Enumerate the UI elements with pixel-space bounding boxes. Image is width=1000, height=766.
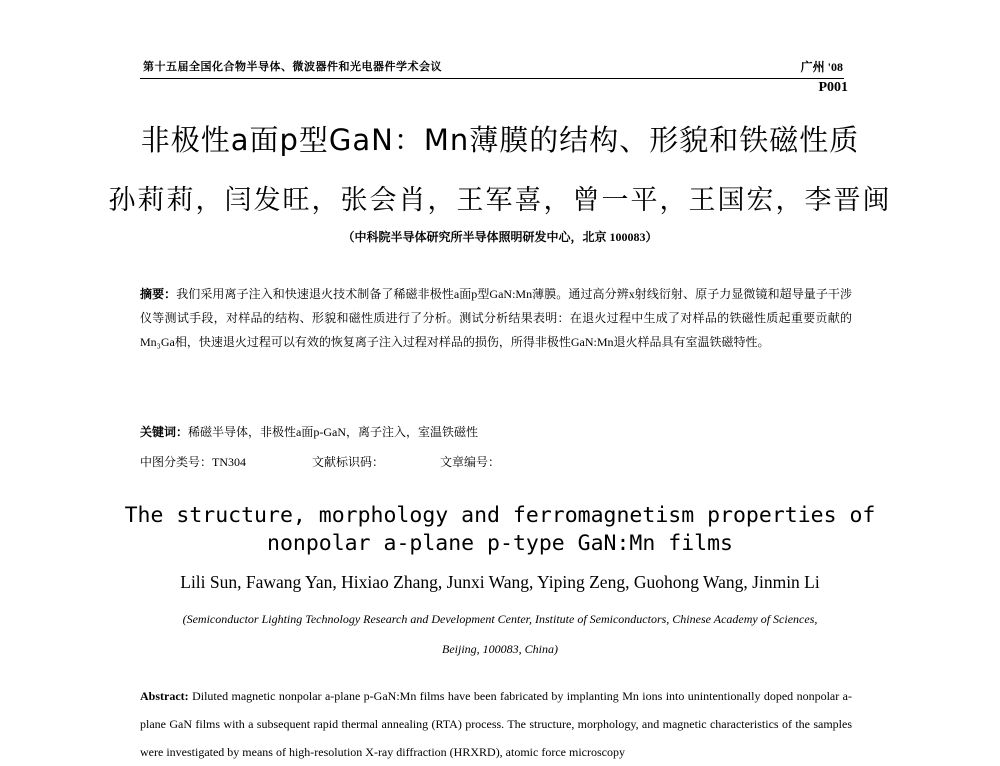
abstract-chinese-label: 摘要：: [140, 287, 177, 301]
document-code: 文献标识码：: [312, 455, 385, 469]
paper-id: P001: [818, 80, 848, 95]
keywords-chinese: [140, 423, 478, 440]
affiliation-english-line-2: Beijing, 100083, China): [442, 642, 558, 656]
conference-name: 第十五届全国化合物半导体、微波器件和光电器件学术会议: [143, 60, 442, 73]
affiliation-english: [0, 604, 1000, 664]
affiliation-english-line-1: (Semiconductor Lighting Technology Research and Development Center, Institute of Semiconductors, Chinese Academy of Sciences,: [182, 612, 818, 626]
header-rule: [140, 78, 844, 79]
abstract-english-label: Abstract:: [140, 689, 189, 703]
title-english: [0, 502, 1000, 558]
clc-number: 中图分类号：TN304: [140, 455, 246, 469]
title-english-line-1: The structure, morphology and ferromagnetism properties of: [124, 503, 876, 528]
classification-line: [140, 453, 700, 471]
abstract-chinese: [140, 282, 852, 354]
authors-english: Lili Sun, Fawang Yan, Hixiao Zhang, Junxi Wang, Yiping Zeng, Guohong Wang, Jinmin Li: [180, 572, 820, 592]
conference-location: 广州 '08: [800, 60, 843, 74]
authors-chinese: 孙莉莉，闫发旺，张会肖，王军喜，曾一平，王国宏，李晋闽: [108, 185, 892, 215]
abstract-english-text: Diluted magnetic nonpolar a-plane p-GaN:Mn films have been fabricated by implanting Mn ions into unintentionally doped nonpolar a-plane GaN films with a subsequent rapid thermal annealing (RTA) process. The structure, morphology, and magnetic characteristics of the samples were investigated by means of high-resolution X-ray diffraction (HRXRD), atomic force microscopy: [140, 689, 852, 759]
title-chinese: 非极性a面p型GaN：Mn薄膜的结构、形貌和铁磁性质: [140, 123, 860, 157]
abstract-chinese-text: 我们采用离子注入和快速退火技术制备了稀磁非极性a面p型GaN:Mn薄膜。通过高分辨x射线衍射、原子力显微镜和超导量子干涉仪等测试手段，对样品的结构、形貌和磁性质进行了分析。测试分析结果表明：在退火过程中生成了对样品的铁磁性质起重要贡献的Mn₃Ga相，快速退火过程可以有效的恢复离子注入过程对样品的损伤，所得非极性GaN:Mn退火样品具有室温铁磁特性。: [140, 287, 852, 349]
abstract-english: [140, 682, 852, 766]
article-number: 文章编号：: [440, 455, 501, 469]
keywords-text: 稀磁半导体，非极性a面p-GaN，离子注入，室温铁磁性: [188, 425, 478, 439]
running-header: [143, 58, 843, 76]
affiliation-chinese: （中科院半导体研究所半导体照明研发中心，北京 100083）: [342, 230, 658, 244]
title-english-line-2: nonpolar a-plane p-type GaN:Mn films: [267, 531, 733, 556]
keywords-label: 关键词：: [140, 425, 189, 439]
